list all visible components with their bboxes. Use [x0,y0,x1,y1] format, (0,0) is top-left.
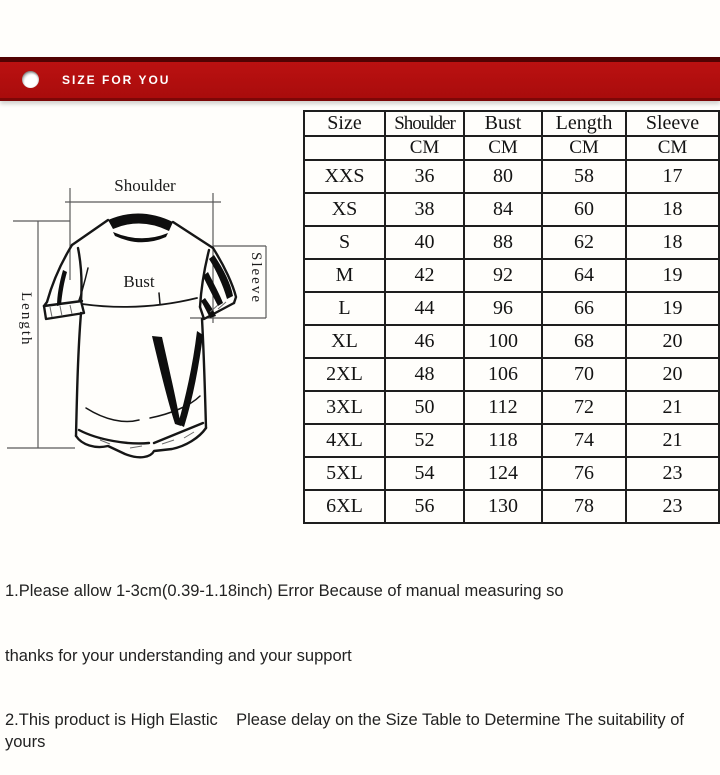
measure-cell: 20 [626,358,719,391]
size-cell: 4XL [304,424,385,457]
table-row [304,226,719,259]
unit-cell: CM [385,136,464,160]
tshirt-shading [57,213,233,427]
measure-cell: 64 [542,259,626,292]
measure-cell: 18 [626,226,719,259]
header-cell: Sleeve [626,111,719,136]
length-label: Length [18,292,34,347]
table-row [304,259,719,292]
measure-cell: 88 [464,226,542,259]
measure-cell: 92 [464,259,542,292]
measure-cell: 68 [542,325,626,358]
size-cell: L [304,292,385,325]
shoulder-label: Shoulder [114,176,176,195]
size-cell: 5XL [304,457,385,490]
unit-cell: CM [626,136,719,160]
unit-cell [304,136,385,160]
size-banner [0,57,720,101]
measure-cell: 84 [464,193,542,226]
measure-cell: 74 [542,424,626,457]
table-row [304,457,719,490]
measure-cell: 78 [542,490,626,523]
notes [5,538,719,775]
tshirt-outline [44,220,236,457]
measure-cell: 118 [464,424,542,457]
size-cell: M [304,259,385,292]
measure-cell: 19 [626,259,719,292]
note-line-1: 1.Please allow 1-3cm(0.39-1.18inch) Error Because of manual measuring so [5,582,564,600]
table-row [304,292,719,325]
note-line-3: 2.This product is High Elastic Please delay on the Size Table to Determine The suitability of yours [5,711,689,751]
measure-cell: 58 [542,160,626,193]
measure-cell: 40 [385,226,464,259]
header-cell: Length [542,111,626,136]
measure-cell: 124 [464,457,542,490]
measure-cell: 23 [626,490,719,523]
measure-cell: 96 [464,292,542,325]
measure-cell: 17 [626,160,719,193]
header-cell: Bust [464,111,542,136]
measure-cell: 46 [385,325,464,358]
bust-label: Bust [123,272,155,291]
measure-cell: 62 [542,226,626,259]
measure-cell: 66 [542,292,626,325]
units-row [304,136,719,160]
measure-cell: 42 [385,259,464,292]
grommet-hole-icon [22,71,39,88]
measure-cell: 76 [542,457,626,490]
measure-cell: 60 [542,193,626,226]
measure-cell: 112 [464,391,542,424]
measure-cell: 50 [385,391,464,424]
measure-cell: 38 [385,193,464,226]
shirt-diagram [0,140,300,480]
size-cell: 3XL [304,391,385,424]
measure-cell: 130 [464,490,542,523]
measure-cell: 48 [385,358,464,391]
size-cell: 2XL [304,358,385,391]
size-cell: S [304,226,385,259]
measure-cell: 54 [385,457,464,490]
size-cell: XXS [304,160,385,193]
table-row [304,325,719,358]
banner-title: SIZE FOR YOU [62,73,171,87]
measure-cell: 21 [626,391,719,424]
table-body [304,160,719,523]
note-line-2: thanks for your understanding and your support [5,646,352,665]
header-row [304,111,719,136]
table-row [304,160,719,193]
size-cell: XL [304,325,385,358]
unit-cell: CM [464,136,542,160]
measure-cell: 70 [542,358,626,391]
measure-cell: 100 [464,325,542,358]
size-cell: XS [304,193,385,226]
table-row [304,391,719,424]
table-row [304,490,719,523]
table-row [304,358,719,391]
measure-cell: 106 [464,358,542,391]
measure-cell: 52 [385,424,464,457]
unit-cell: CM [542,136,626,160]
measure-cell: 80 [464,160,542,193]
size-table [303,110,720,524]
table-row [304,193,719,226]
header-cell: Shoulder [385,111,464,136]
measure-cell: 21 [626,424,719,457]
size-cell: 6XL [304,490,385,523]
table-row [304,424,719,457]
measure-cell: 23 [626,457,719,490]
measure-cell: 20 [626,325,719,358]
measure-cell: 56 [385,490,464,523]
sleeve-label: Sleeve [248,252,264,304]
measure-cell: 19 [626,292,719,325]
measure-cell: 44 [385,292,464,325]
measure-cell: 72 [542,391,626,424]
header-cell: Size [304,111,385,136]
measure-cell: 18 [626,193,719,226]
measure-cell: 36 [385,160,464,193]
